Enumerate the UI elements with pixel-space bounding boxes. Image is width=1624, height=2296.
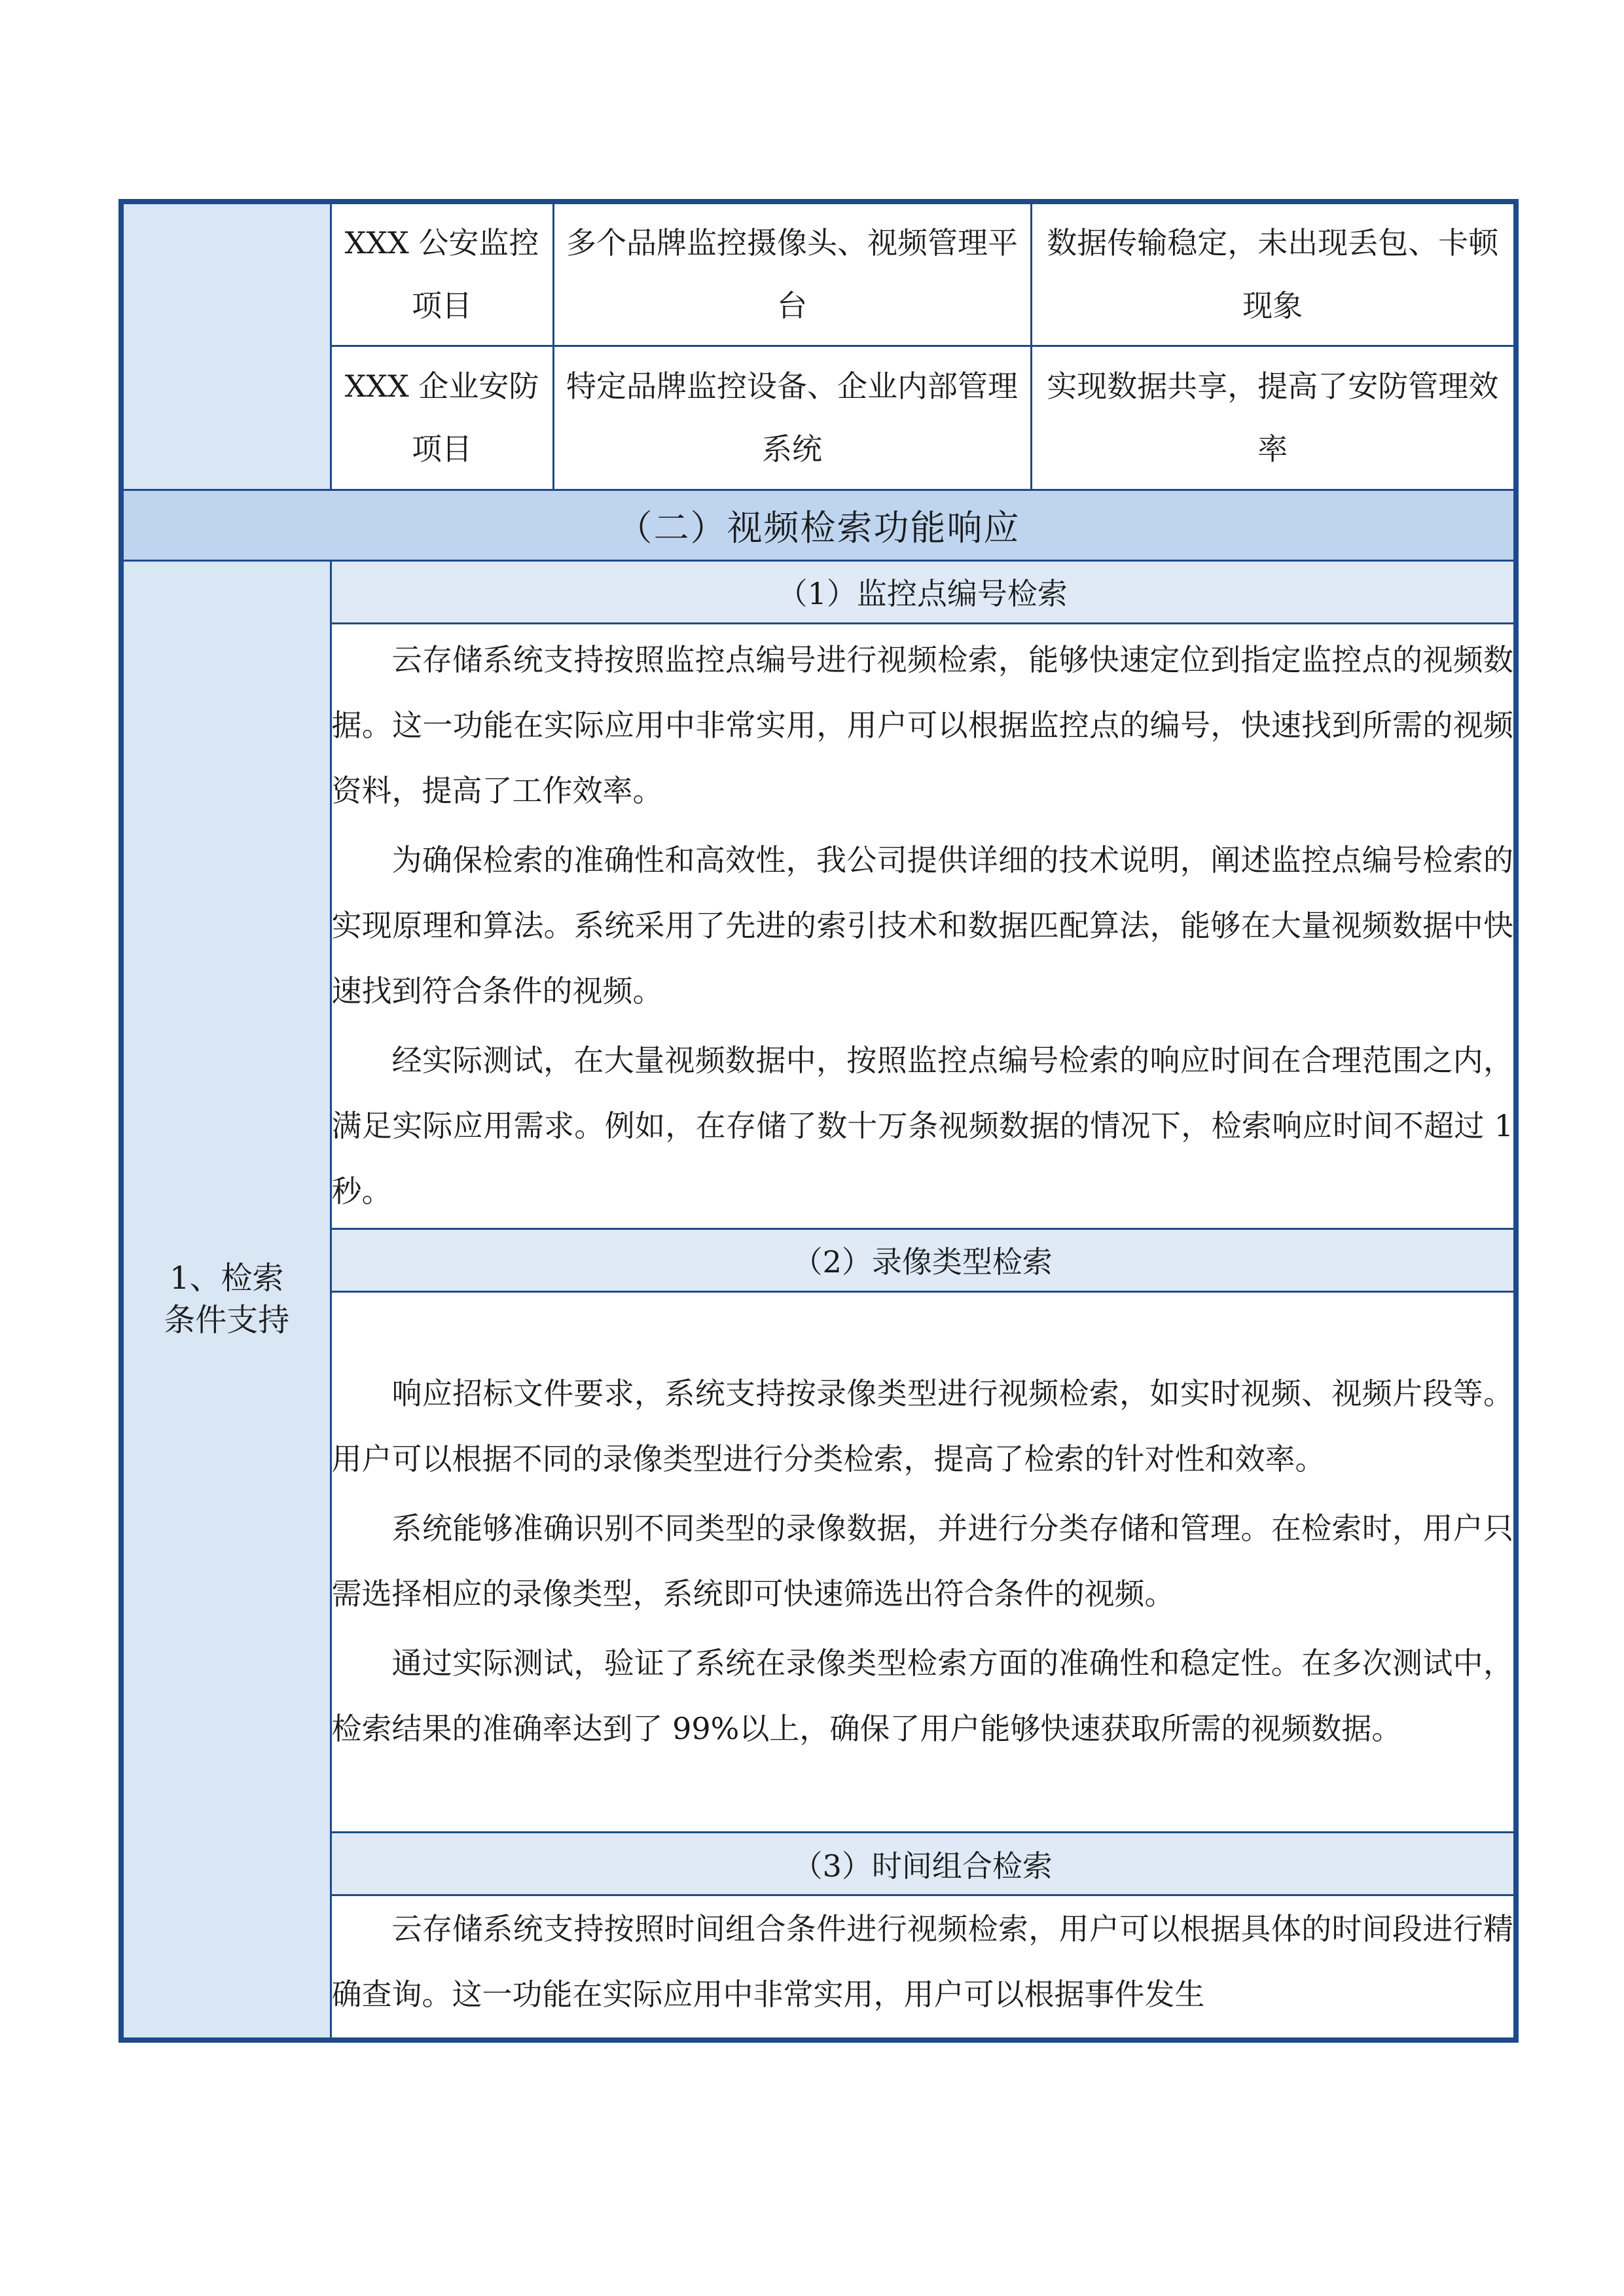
section-header-row	[121, 490, 1516, 560]
section-title: （二）视频检索功能响应	[121, 490, 1516, 560]
table-row	[121, 202, 1516, 346]
subsection-title: （3）时间组合检索	[331, 1833, 1516, 1895]
devices-cell: 特定品牌监控设备、企业内部管理系统	[553, 346, 1031, 490]
project-name-cell: XXX 公安监控项目	[331, 202, 553, 346]
paragraph: 为确保检索的准确性和高效性，我公司提供详细的技术说明，阐述监控点编号检索的实现原理和算法。系统采用了先进的索引技术和数据匹配算法，能够在大量视频数据中快速找到符合条件的视频。	[331, 842, 1513, 1009]
result-cell: 数据传输稳定，未出现丢包、卡顿现象	[1031, 202, 1516, 346]
subsection-body	[331, 623, 1516, 1229]
subsection-title: （1）监控点编号检索	[331, 560, 1516, 623]
response-table	[118, 199, 1519, 2043]
subsection-header-row	[121, 1229, 1516, 1291]
paragraph: 通过实际测试，验证了系统在录像类型检索方面的准确性和稳定性。在多次测试中，检索结果的准确率达到了 99%以上，确保了用户能够快速获取所需的视频数据。	[331, 1645, 1513, 1747]
subsection-body	[331, 1291, 1516, 1833]
paragraph: 系统能够准确识别不同类型的录像数据，并进行分类存储和管理。在检索时，用户只需选择相应的录像类型，系统即可快速筛选出符合条件的视频。	[331, 1511, 1513, 1612]
paragraph: 云存储系统支持按照时间组合条件进行视频检索，用户可以根据具体的时间段进行精确查询。这一功能在实际应用中非常实用，用户可以根据事件发生	[331, 1911, 1513, 2013]
subsection-body-row	[121, 623, 1516, 1229]
subsection-body-row	[121, 1291, 1516, 1833]
left-label-cell-empty	[121, 202, 331, 490]
subsection-body-row	[121, 1895, 1516, 2040]
subsection-body	[331, 1895, 1516, 2040]
devices-cell: 多个品牌监控摄像头、视频管理平台	[553, 202, 1031, 346]
subsection-title: （2）录像类型检索	[331, 1229, 1516, 1291]
table-row	[121, 346, 1516, 490]
project-name-cell: XXX 企业安防项目	[331, 346, 553, 490]
side-label-text: 1、检索条件支持	[164, 1260, 290, 1339]
paragraph: 经实际测试，在大量视频数据中，按照监控点编号检索的响应时间在合理范围之内，满足实际应用需求。例如，在存储了数十万条视频数据的情况下，检索响应时间不超过 1 秒。	[331, 1042, 1513, 1209]
side-label	[121, 560, 331, 2040]
result-cell: 实现数据共享，提高了安防管理效率	[1031, 346, 1516, 490]
paragraph: 云存储系统支持按照监控点编号进行视频检索，能够快速定位到指定监控点的视频数据。这一功能在实际应用中非常实用，用户可以根据监控点的编号，快速找到所需的视频资料，提高了工作效率。	[331, 641, 1513, 808]
subsection-header-row	[121, 560, 1516, 623]
paragraph: 响应招标文件要求，系统支持按录像类型进行视频检索，如实时视频、视频片段等。用户可以根据不同的录像类型进行分类检索，提高了检索的针对性和效率。	[331, 1376, 1513, 1477]
subsection-header-row	[121, 1833, 1516, 1895]
